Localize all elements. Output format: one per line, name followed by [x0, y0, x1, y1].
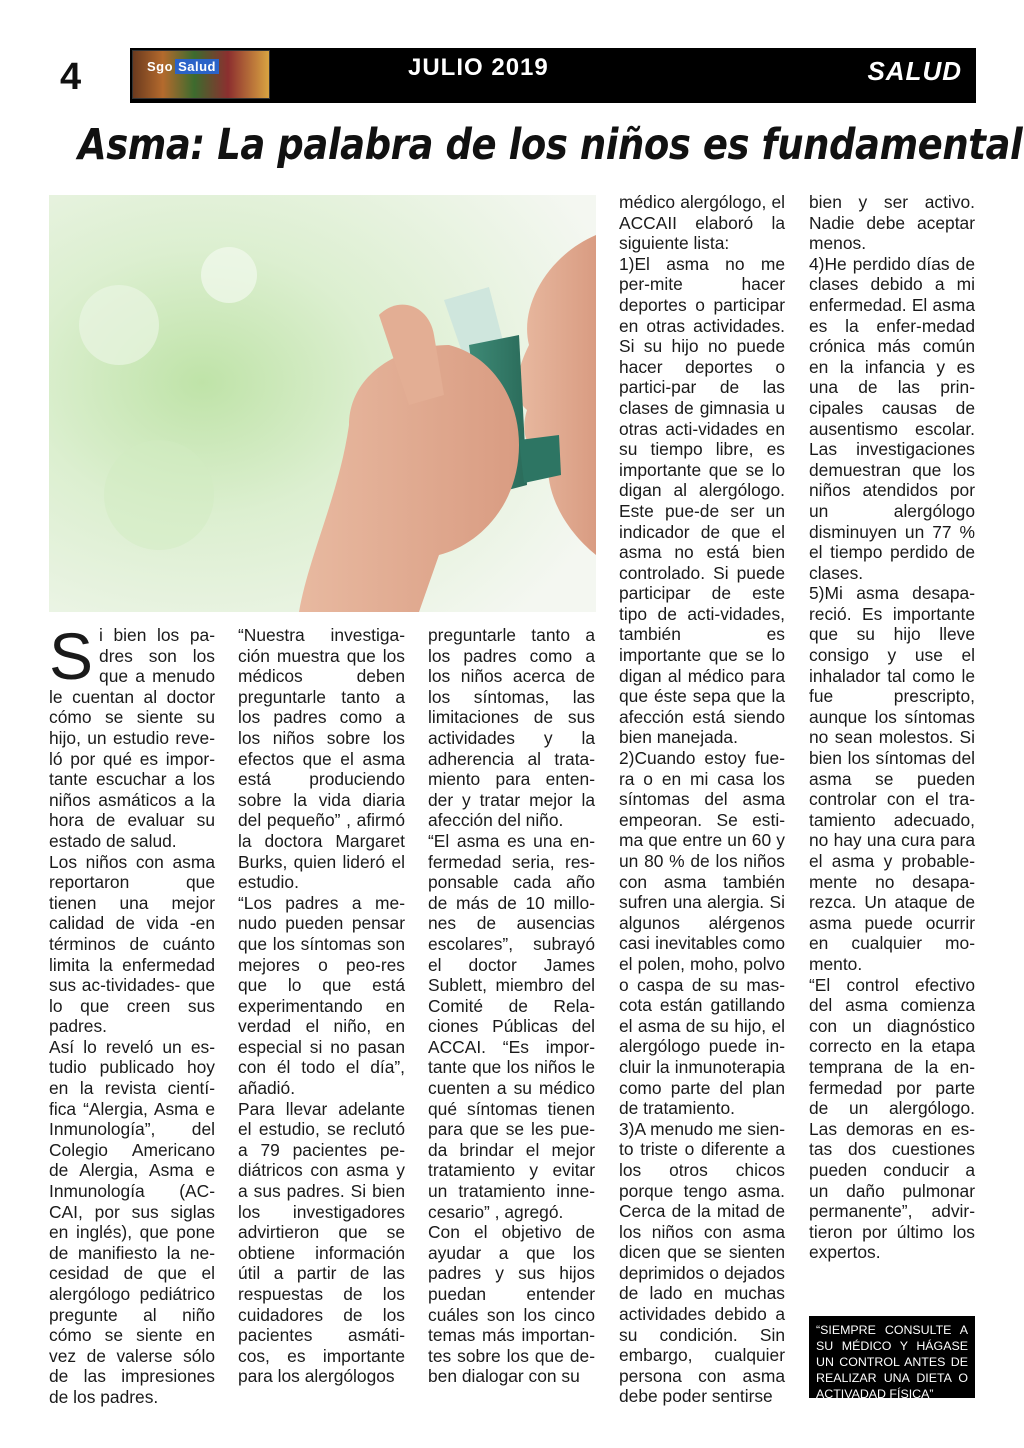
- paragraph: 4)He perdido días de clases debido a mi enfermedad. El asma es la enfer-medad crónica más común en la infancia y es una de las prin-cipales causas de ausentismo escolar. Las investigaciones demuestran que los niños atendidos por un alergólogo disminuyen un 77 % el tiempo perdido de clases.: [809, 253, 975, 583]
- article-column-4: [619, 192, 785, 1407]
- paragraph: 2)Cuando estoy fue-ra o en mi casa los síntomas del asma empeoran. Se esti-ma que entre un 60 y un 80 % de los niños con asma también sufren una alergia. Si algunos alérgenos casi inevitables como el polen, moho, polvo o caspa de su mas-cota están gatillando el asma de su hijo, el alergólogo puede in-cluir la inmunoterapia como parte del plan de tratamiento.: [619, 748, 785, 1119]
- paragraph: Los niños con asma reportaron que tienen una mejor calidad de vida -en términos de cuánto limita la enfermedad sus ac-tividades- que lo que creen sus padres.: [49, 851, 215, 1037]
- drop-cap: S: [49, 619, 94, 693]
- paragraph: Para llevar adelante el estudio, se reclutó a 79 pacientes pe-diátricos con asma y a sus padres. Si bien los investigadores advirtieron que se obtiene información útil a partir de las respuestas de los cuidadores de los pacientes asmáti-cos, es importante para los alergólogos: [238, 1098, 405, 1387]
- paragraph: médico alergólogo, el ACCAII elaboró la siguiente lista:: [619, 192, 785, 254]
- paragraph: Con el objetivo de ayudar a que los padres y sus hijos puedan entender cuáles son los cinco temas más importan-tes sobre los que de-ben dialogar con su: [428, 1222, 595, 1387]
- paragraph: Así lo reveló un es-tudio publicado hoy en la revista cientí-fica “Alergia, Asma e Inmunología”, del Colegio Americano de Alergia, Asma e Inmunología (AC-CAI, por sus siglas en inglés), que pone de manifiesto la ne-cesidad de que el alergólogo pediátrico pregunte al niño cómo se siente en vez de valerse sólo de las impresiones de los padres.: [49, 1036, 215, 1407]
- inhaler-photo-icon: [49, 195, 596, 612]
- callout-box: “SIEMPRE CONSULTE A SU MÉDICO Y HÁGASE UN CONTROL ANTES DE REALIZAR UNA DIETA O ACTIVADAD FÍSICA”: [809, 1316, 975, 1398]
- page-number: 4: [60, 56, 82, 98]
- logo-text: Sgo Salud: [147, 59, 219, 74]
- article-column-2: [238, 625, 405, 1387]
- paragraph: “El control efectivo del asma comienza con un diagnóstico correcto en la etapa temprana de la en-fermedad por parte de un alergólogo. Las demoras en es-tas dos cuestiones pueden conducir a un daño pulmonar permanente”, advir-tieron por último los expertos.: [809, 974, 975, 1263]
- paragraph: 1)El asma no me per-mite hacer deportes o participar en otras actividades. Si su hijo no puede hacer deportes o partici-par de las clases de gimnasia u otras acti-vidades en su tiempo libre, es importante que se lo digan al alergólogo. Este pue-de ser un indicador de que el asma no está bien controlado. Si puede participar de este tipo de acti-vidades, también es importante que se lo digan al médico para que éste sepa que la afección está siendo bien manejada.: [619, 253, 785, 748]
- article-column-5: [809, 192, 975, 1263]
- article-headline: Asma: La palabra de los niños es fundamental: [78, 120, 1023, 170]
- paragraph: “Los padres a me-nudo pueden pensar que los síntomas son mejores o peo-res que lo que está experimentando en verdad el niño, en especial si no pasan con él todo el día”, añadió.: [238, 892, 405, 1099]
- paragraph: preguntarle tanto a los padres como a los niños acerca de los síntomas, las limitaciones de sus actividades y la adherencia al trata-miento para enten-der y tratar mejor la afección del niño.: [428, 625, 595, 831]
- paragraph: 3)A menudo me sien-to triste o diferente a los otros chicos porque tengo asma. Cerca de la mitad de los niños con asma dicen que se sienten deprimidos o dejados de lado en muchas actividades debido a su condición. Sin embargo, cualquier persona con asma debe poder sentirse: [619, 1118, 785, 1407]
- issue-date: JULIO 2019: [408, 54, 549, 81]
- paragraph: 5)Mi asma desapa-reció. Es importante que su hijo lleve consigo y use el inhalador tal como le fue prescripto, aunque los síntomas no sean molestos. Si bien los síntomas del asma se pueden controlar con el tra-tamiento adecuado, no hay una cura para el asma y probable-mente no desapa-rezca. Un ataque de asma puede ocurrir en cualquier mo-mento.: [809, 583, 975, 974]
- paragraph: “El asma es una en-fermedad seria, res-ponsable cada año de más de 10 millo-nes de ausencias escolares”, subrayó el doctor James Sublett, miembro del Comité de Rela-ciones Públicas del ACCAI. “Es impor-tante que los niños le cuenten a su médico qué síntomas tienen para que se les pue-da brindar el mejor tratamiento y evitar un tratamiento inne-cesario” , agregó.: [428, 830, 595, 1222]
- logo-badge: Salud: [175, 59, 219, 74]
- paragraph: “Nuestra investiga-ción muestra que los médicos deben preguntarle tanto a los padres como a los niños sobre los efectos que el asma está produciendo sobre la vida diaria del pequeño” , afirmó la doctora Margaret Burks, quien lideró el estudio.: [238, 625, 405, 893]
- publication-logo: [132, 50, 270, 99]
- article-column-1: [49, 619, 215, 1408]
- paragraph: bien y ser activo. Nadie debe aceptar menos.: [809, 192, 975, 254]
- inhaler-photo: [49, 195, 596, 612]
- paragraph: i bien los pa-dres son los que a menudo le cuentan al doctor cómo se siente su hijo, un estudio reve-ló por qué es impor-tante escuchar a los niños asmáticos a la hora de evaluar su estado de salud.: [49, 625, 215, 851]
- section-name: SALUD: [867, 56, 962, 86]
- article-column-3: [428, 625, 595, 1387]
